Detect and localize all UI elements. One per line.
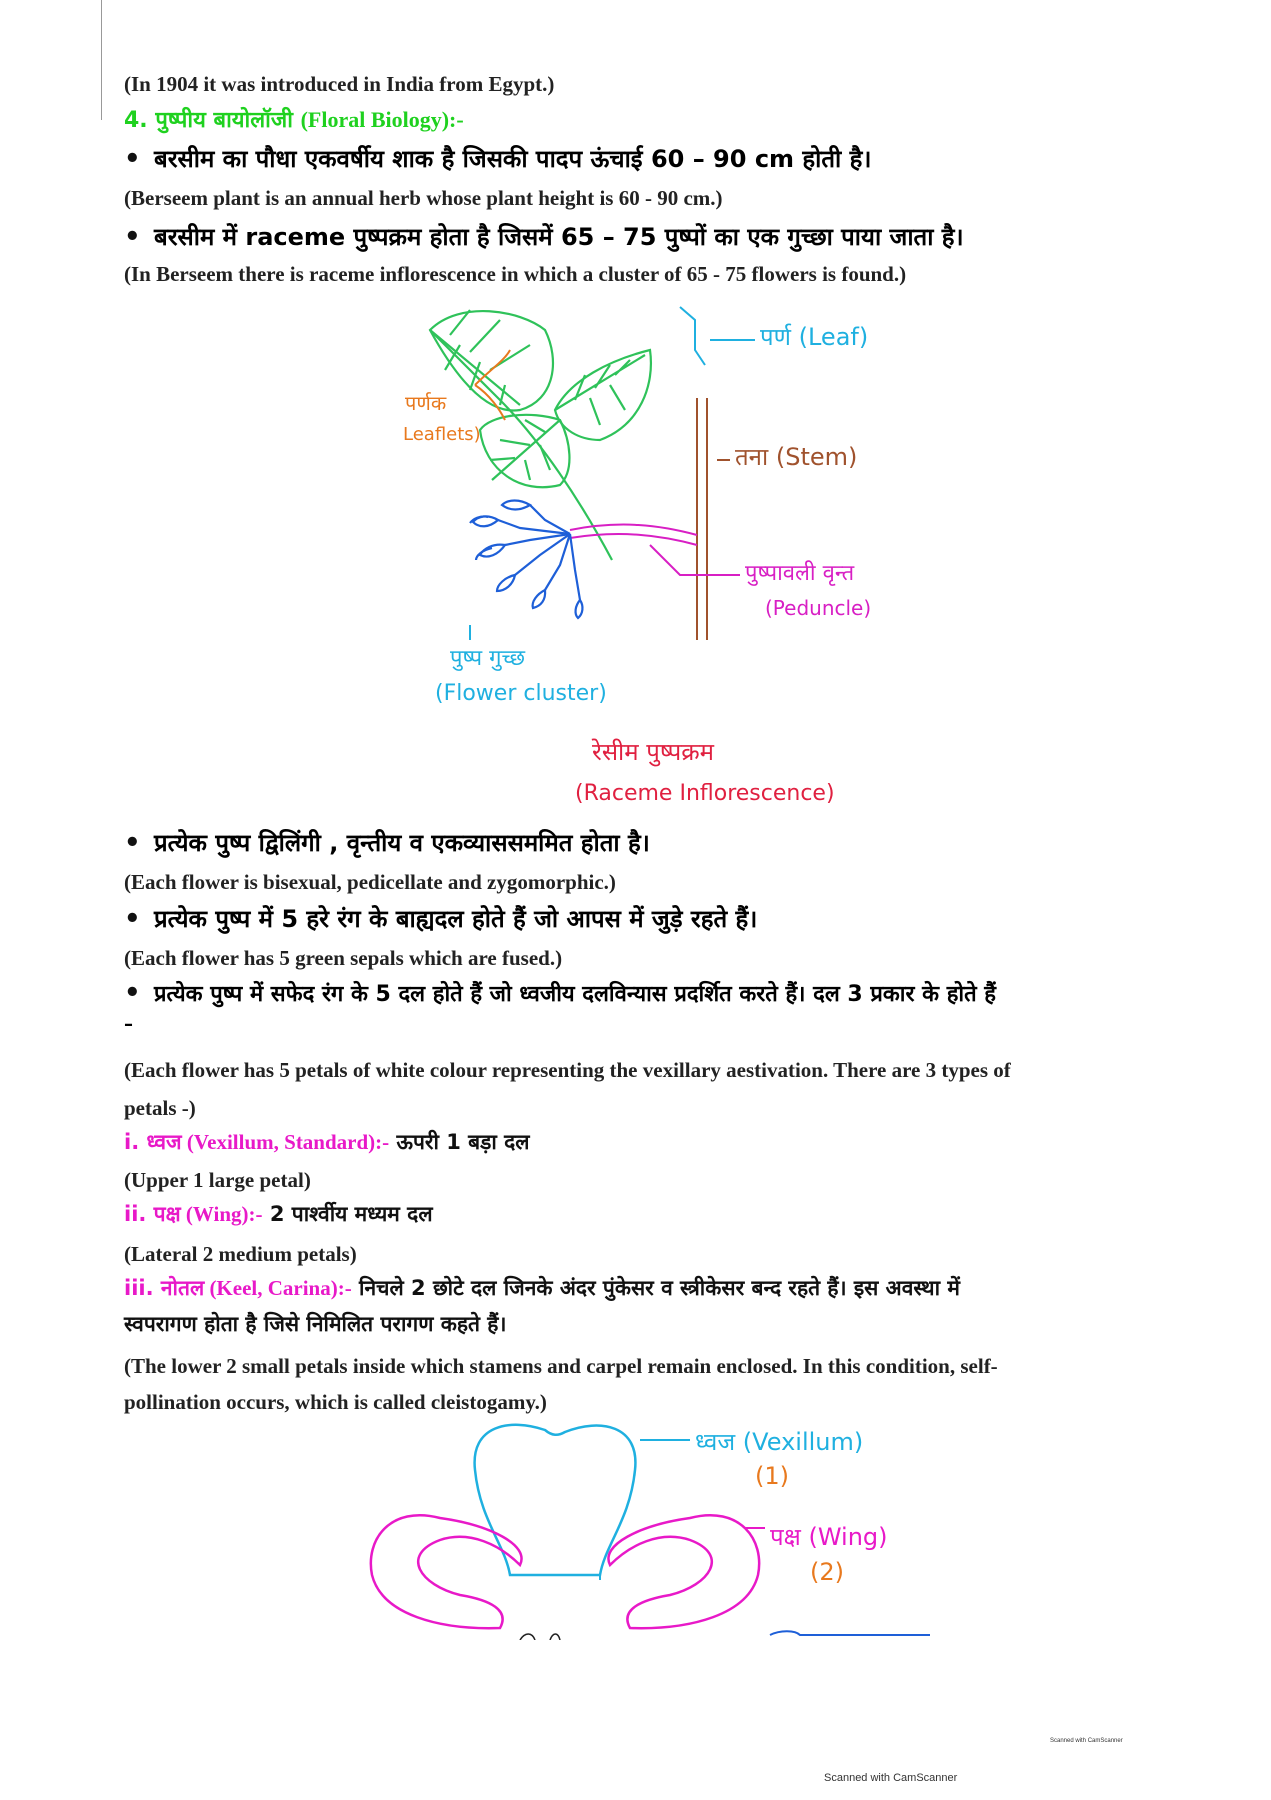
leaf-top xyxy=(430,311,553,410)
petal-ii-label-english: (Wing):- xyxy=(180,1202,263,1226)
camscanner-watermark: Scanned with CamScanner xyxy=(824,1772,958,1784)
petal-iii-desc-1: निचले 2 छोटे दल जिनके अंदर पुंकेसर व स्त्रीकेसर बन्द रहते हैं। इस अवस्था में xyxy=(351,1276,960,1300)
heading-hindi: पुष्पीय बायोलॉजी xyxy=(155,108,293,133)
bullet: • xyxy=(124,904,141,934)
leaflets-english-label: Leaflets) xyxy=(403,424,481,445)
vexillum-shape xyxy=(475,1425,636,1575)
wing-number: (2) xyxy=(810,1558,844,1586)
raceme-diagram xyxy=(0,290,1271,820)
petal-i-english: (Upper 1 large petal) xyxy=(124,1168,311,1192)
peduncle xyxy=(570,525,697,535)
cluster-hindi-label: पुष्प गुच्छ xyxy=(450,646,525,671)
camscanner-watermark-small: Scanned with CamScanner xyxy=(1050,1738,1123,1744)
keel-leader-partial xyxy=(770,1631,930,1635)
wing-label: पक्ष (Wing) xyxy=(770,1523,888,1551)
para2-hindi-row xyxy=(124,220,964,253)
bullet: • xyxy=(124,978,141,1008)
petal-iii-label-english: (Keel, Carina):- xyxy=(204,1276,352,1300)
flower-cluster xyxy=(470,501,582,619)
para5-english-1: (Each flower has 5 petals of white colour representing the vexillary aestivation. There are 3 types of xyxy=(124,1058,1011,1082)
petal-ii-label-hindi: ii. पक्ष xyxy=(124,1202,181,1226)
petal-ii-english: (Lateral 2 medium petals) xyxy=(124,1242,357,1266)
para5-hindi-row xyxy=(124,978,996,1008)
para2-english: (In Berseem there is raceme inflorescence in which a cluster of 65 - 75 flowers is found.) xyxy=(124,262,907,286)
bullet: • xyxy=(124,144,141,174)
bullet: • xyxy=(124,828,141,858)
section-heading xyxy=(124,104,464,134)
para4-hindi: प्रत्येक पुष्प में 5 हरे रंग के बाह्यदल होते हैं जो आपस में जुड़े रहते हैं। xyxy=(154,905,758,933)
petal-iii-english-1: (The lower 2 small petals inside which stamens and carpel remain enclosed. In this condition, self- xyxy=(124,1354,998,1378)
para5-hindi: प्रत्येक पुष्प में सफेद रंग के 5 दल होते हैं जो ध्वजीय दलविन्यास प्रदर्शित करते हैं। दल 3 प्रकार के होते हैं xyxy=(154,982,996,1007)
wing-right xyxy=(608,1515,759,1628)
para1-hindi: बरसीम का पौधा एकवर्षीय शाक है जिसकी पादप ऊंचाई 60 – 90 cm होती है। xyxy=(154,145,872,173)
para5-dash: – xyxy=(124,1014,133,1035)
wing-left xyxy=(371,1515,522,1628)
petal-i-row xyxy=(124,1128,530,1156)
para2-hindi: बरसीम में raceme पुष्पक्रम होता है जिसमें 65 – 75 पुष्पों का एक गुच्छा पाया जाता है। xyxy=(154,223,964,251)
petal-i-desc: ऊपरी 1 बड़ा दल xyxy=(389,1130,530,1154)
para4-english: (Each flower has 5 green sepals which are fused.) xyxy=(124,946,563,970)
para1-hindi-row xyxy=(124,142,871,175)
petal-i-label-english: (Vexillum, Standard):- xyxy=(181,1130,390,1154)
para3-english: (Each flower is bisexual, pedicellate and zygomorphic.) xyxy=(124,870,616,894)
peduncle-english-label: (Peduncle) xyxy=(765,596,872,620)
stem-green xyxy=(430,330,612,560)
petal-iii-desc-2: स्वपरागण होता है जिसे निमिलित परागण कहते हैं। xyxy=(124,1312,507,1336)
intro-text: (In 1904 it was introduced in India from Egypt.) xyxy=(124,72,555,96)
cluster-english-label: (Flower cluster) xyxy=(435,681,607,706)
heading-number: 4. xyxy=(124,108,148,133)
margin-line xyxy=(101,0,102,120)
petal-diagram xyxy=(0,1420,1271,1640)
para1-english: (Berseem plant is an annual herb whose plant height is 60 - 90 cm.) xyxy=(124,186,723,210)
leaflets-hindi-label: पर्णक xyxy=(405,391,447,415)
vexillum-label: ध्वज (Vexillum) xyxy=(695,1428,864,1456)
para3-hindi-row xyxy=(124,826,650,859)
leaf-right xyxy=(555,350,651,440)
leaf-bracket xyxy=(680,307,705,365)
peduncle2 xyxy=(570,534,697,545)
stem-lines xyxy=(697,398,707,640)
petal-iii-label-hindi: iii. नोतल xyxy=(124,1276,205,1300)
petal-ii-desc: 2 पार्श्वीय मध्यम दल xyxy=(262,1202,433,1226)
petal-iii-row xyxy=(124,1274,960,1302)
para3-hindi: प्रत्येक पुष्प द्विलिंगी , वृन्तीय व एकव्याससममित होता है। xyxy=(154,829,650,857)
leaf-label: पर्ण (Leaf) xyxy=(760,323,869,351)
petal-ii-row xyxy=(124,1200,433,1228)
caption-hindi: रेसीम पुष्पक्रम xyxy=(592,738,715,766)
peduncle-hindi-label: पुष्पावली वृन्त xyxy=(745,561,855,586)
caption-english: (Raceme Inflorescence) xyxy=(575,781,835,806)
bullet: • xyxy=(124,222,141,252)
peduncle-leader xyxy=(650,545,740,575)
heading-english: (Floral Biology):- xyxy=(300,107,464,132)
petal-i-label-hindi: i. ध्वज xyxy=(124,1130,182,1154)
para4-hindi-row xyxy=(124,902,757,935)
petal-iii-english-2: pollination occurs, which is called cleistogamy.) xyxy=(124,1390,547,1414)
para5-english-2: petals -) xyxy=(124,1096,196,1120)
vexillum-number: (1) xyxy=(755,1462,789,1490)
stem-label: तना (Stem) xyxy=(735,443,858,471)
